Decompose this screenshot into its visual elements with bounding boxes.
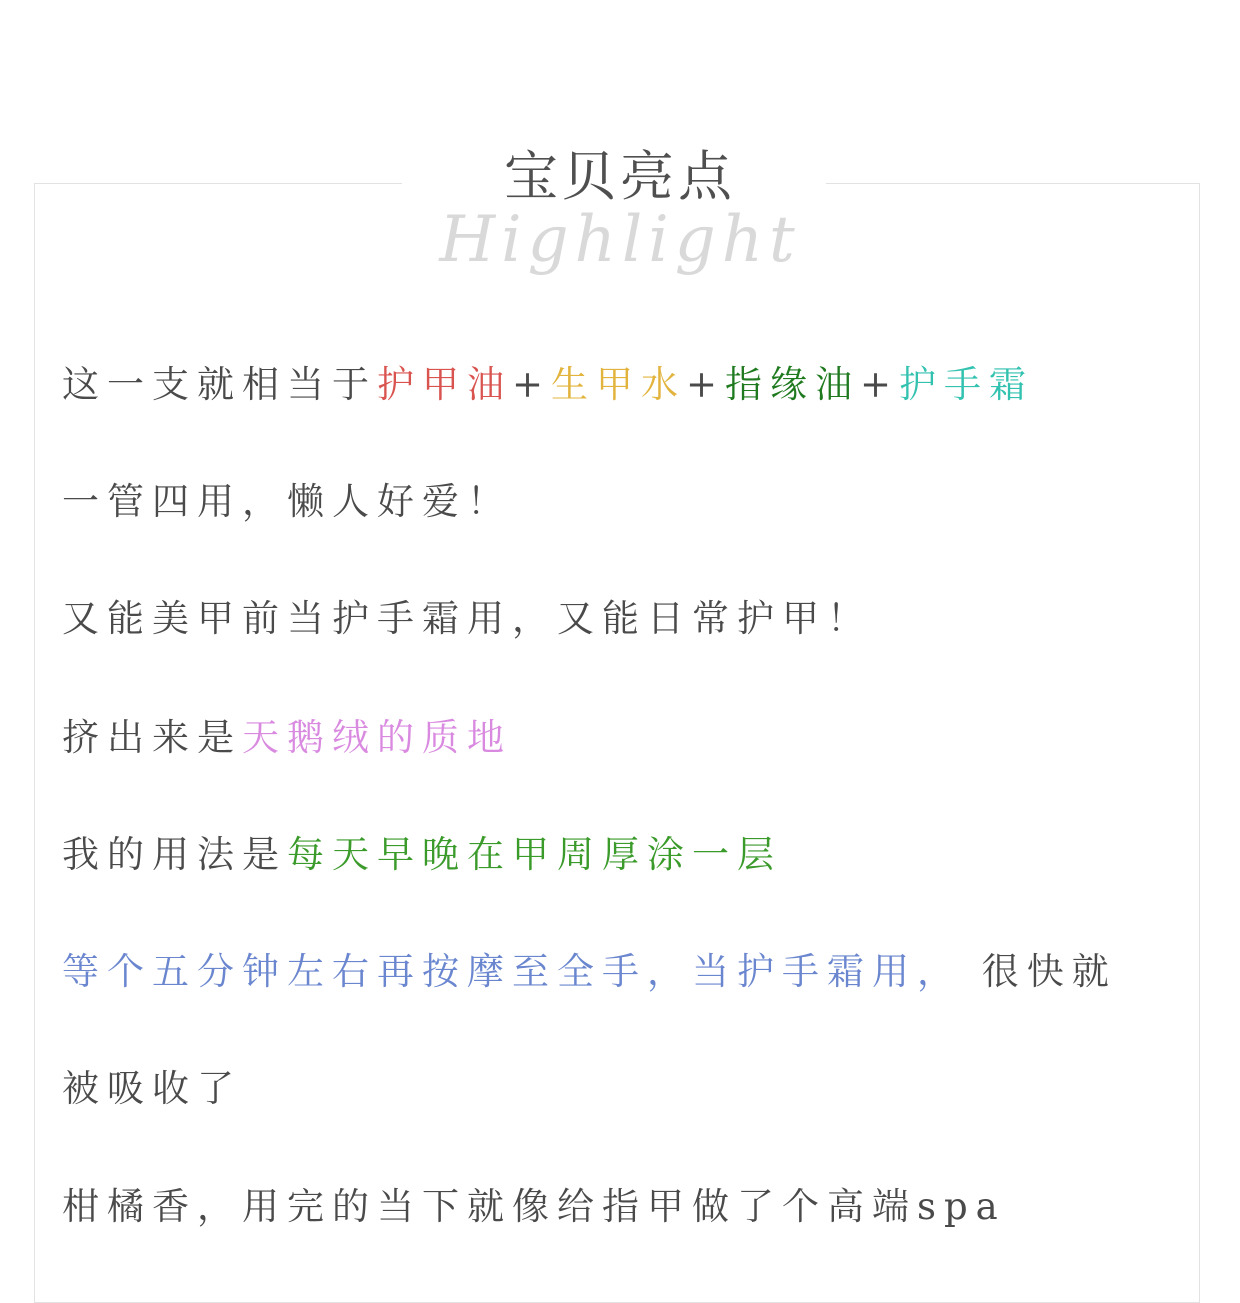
text-line-8: 柑橘香，用完的当下就像给指甲做了个高端spa: [62, 1185, 1006, 1228]
line-1-intro: 这一支就相当于: [62, 363, 377, 406]
highlight-usage: 每天早晚在甲周厚涂一层: [287, 833, 782, 876]
line-5-intro: 我的用法是: [62, 833, 287, 876]
text-line-6: [62, 950, 1117, 993]
text-line-7: 被吸收了: [62, 1067, 242, 1110]
text-line-2: 一管四用，懒人好爱！: [62, 480, 512, 523]
section-subtitle: Highlight: [439, 203, 801, 277]
highlight-hand-cream: 护手霜: [899, 363, 1035, 406]
plus-sign: +: [686, 363, 726, 406]
line-4-intro: 挤出来是: [62, 716, 242, 759]
highlight-massage: 等个五分钟左右再按摩至全手，当护手霜用，: [62, 950, 962, 993]
plus-sign: +: [860, 363, 900, 406]
highlight-nail-oil: 护甲油: [377, 363, 512, 406]
line-6-tail: 很快就: [962, 950, 1117, 993]
plus-sign: +: [512, 363, 552, 406]
highlight-nail-growth-water: 生甲水: [551, 363, 687, 406]
text-line-4: [62, 716, 512, 759]
highlight-cuticle-oil: 指缘油: [725, 363, 861, 406]
text-line-3: 又能美甲前当护手霜用，又能日常护甲！: [62, 597, 872, 640]
text-line-5: [62, 833, 782, 876]
highlight-velvet-texture: 天鹅绒的质地: [242, 716, 512, 759]
section-title: 宝贝亮点: [504, 145, 736, 208]
text-line-1: [62, 363, 1035, 406]
